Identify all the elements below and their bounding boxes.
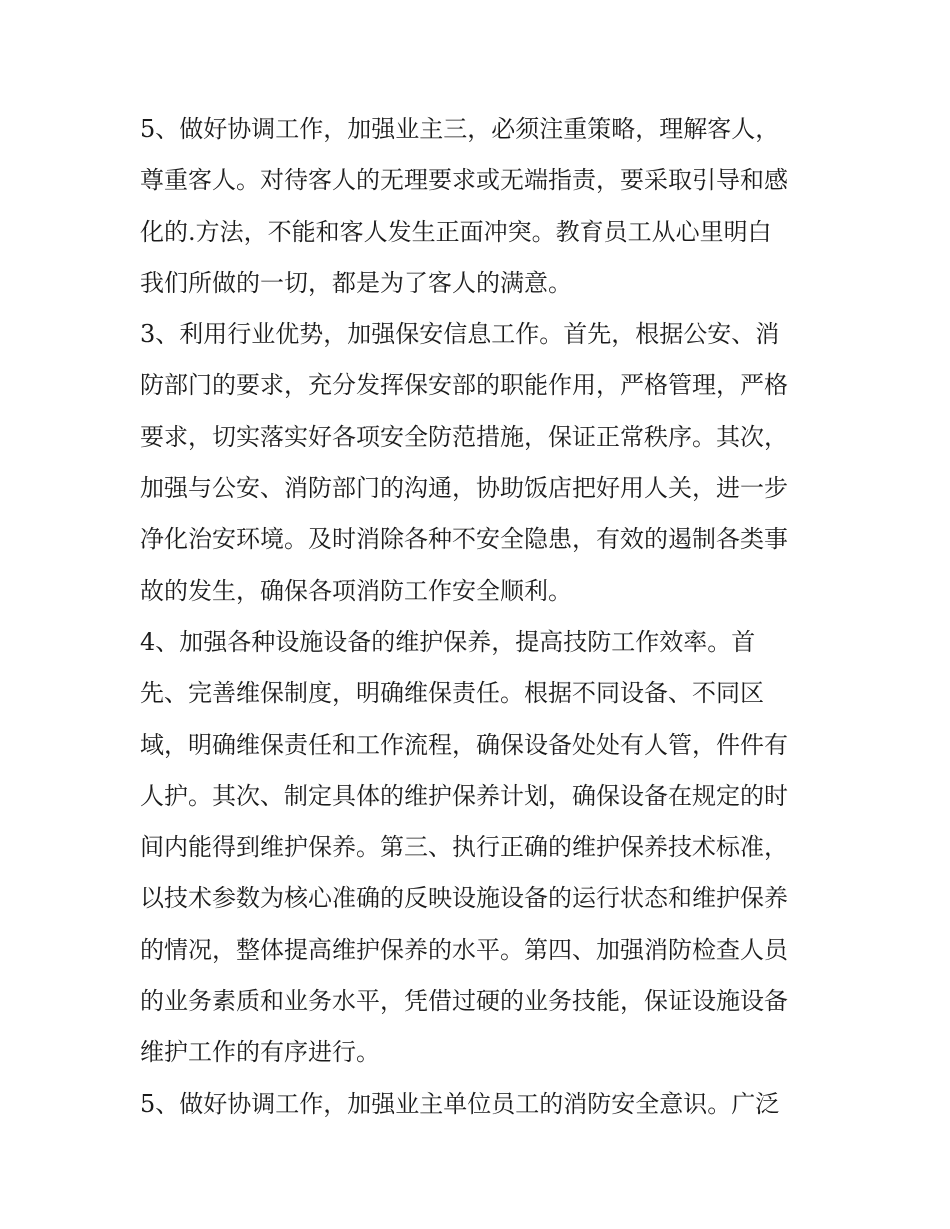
text-line: 故的发生，确保各项消防工作安全顺利。 — [140, 576, 572, 605]
text-line: 域，明确维保责任和工作流程，确保设备处处有人管，件件有 — [140, 730, 788, 759]
text-line: 3、利用行业优势，加强保安信息工作。首先，根据公安、消 — [140, 320, 780, 349]
text-line: 5、做好协调工作，加强业主三，必须注重策略，理解客人， — [140, 115, 780, 143]
text-line: 加强与公安、消防部门的沟通，协助饭店把好用人关，进一步 — [140, 474, 788, 503]
text-line: 间内能得到维护保养。第三、执行正确的维护保养技术标准， — [140, 833, 788, 862]
text-line: 先、完善维保制度，明确维保责任。根据不同设备、不同区 — [140, 679, 764, 708]
text-line: 尊重客人。对待客人的无理要求或无端指责，要采取引导和感 — [140, 166, 788, 195]
text-line: 我们所做的一切，都是为了客人的满意。 — [140, 268, 572, 297]
text-line: 化的.方法，不能和客人发生正面冲突。教育员工从心里明白 — [140, 217, 772, 246]
text-line: 要求，切实落实好各项安全防范措施，保证正常秩序。其次， — [140, 422, 788, 451]
text-line: 的业务素质和业务水平，凭借过硬的业务技能，保证设施设备 — [140, 987, 788, 1016]
text-line: 的情况，整体提高维护保养的水平。第四、加强消防检查人员 — [140, 935, 788, 964]
text-line: 以技术参数为核心准确的反映设施设备的运行状态和维护保养 — [140, 884, 788, 913]
text-line: 人护。其次、制定具体的维护保养计划，确保设备在规定的时 — [140, 781, 788, 810]
text-line: 防部门的要求，充分发挥保安部的职能作用，严格管理，严格 — [140, 371, 788, 400]
document-body — [140, 104, 820, 1130]
text-line: 5、做好协调工作，加强业主单位员工的消防安全意识。广泛 — [140, 1089, 780, 1118]
text-line: 净化治安环境。及时消除各种不安全隐患，有效的遏制各类事 — [140, 525, 788, 554]
text-line: 4、加强各种设施设备的维护保养，提高技防工作效率。首 — [140, 627, 756, 656]
text-line: 维护工作的有序进行。 — [140, 1038, 380, 1067]
